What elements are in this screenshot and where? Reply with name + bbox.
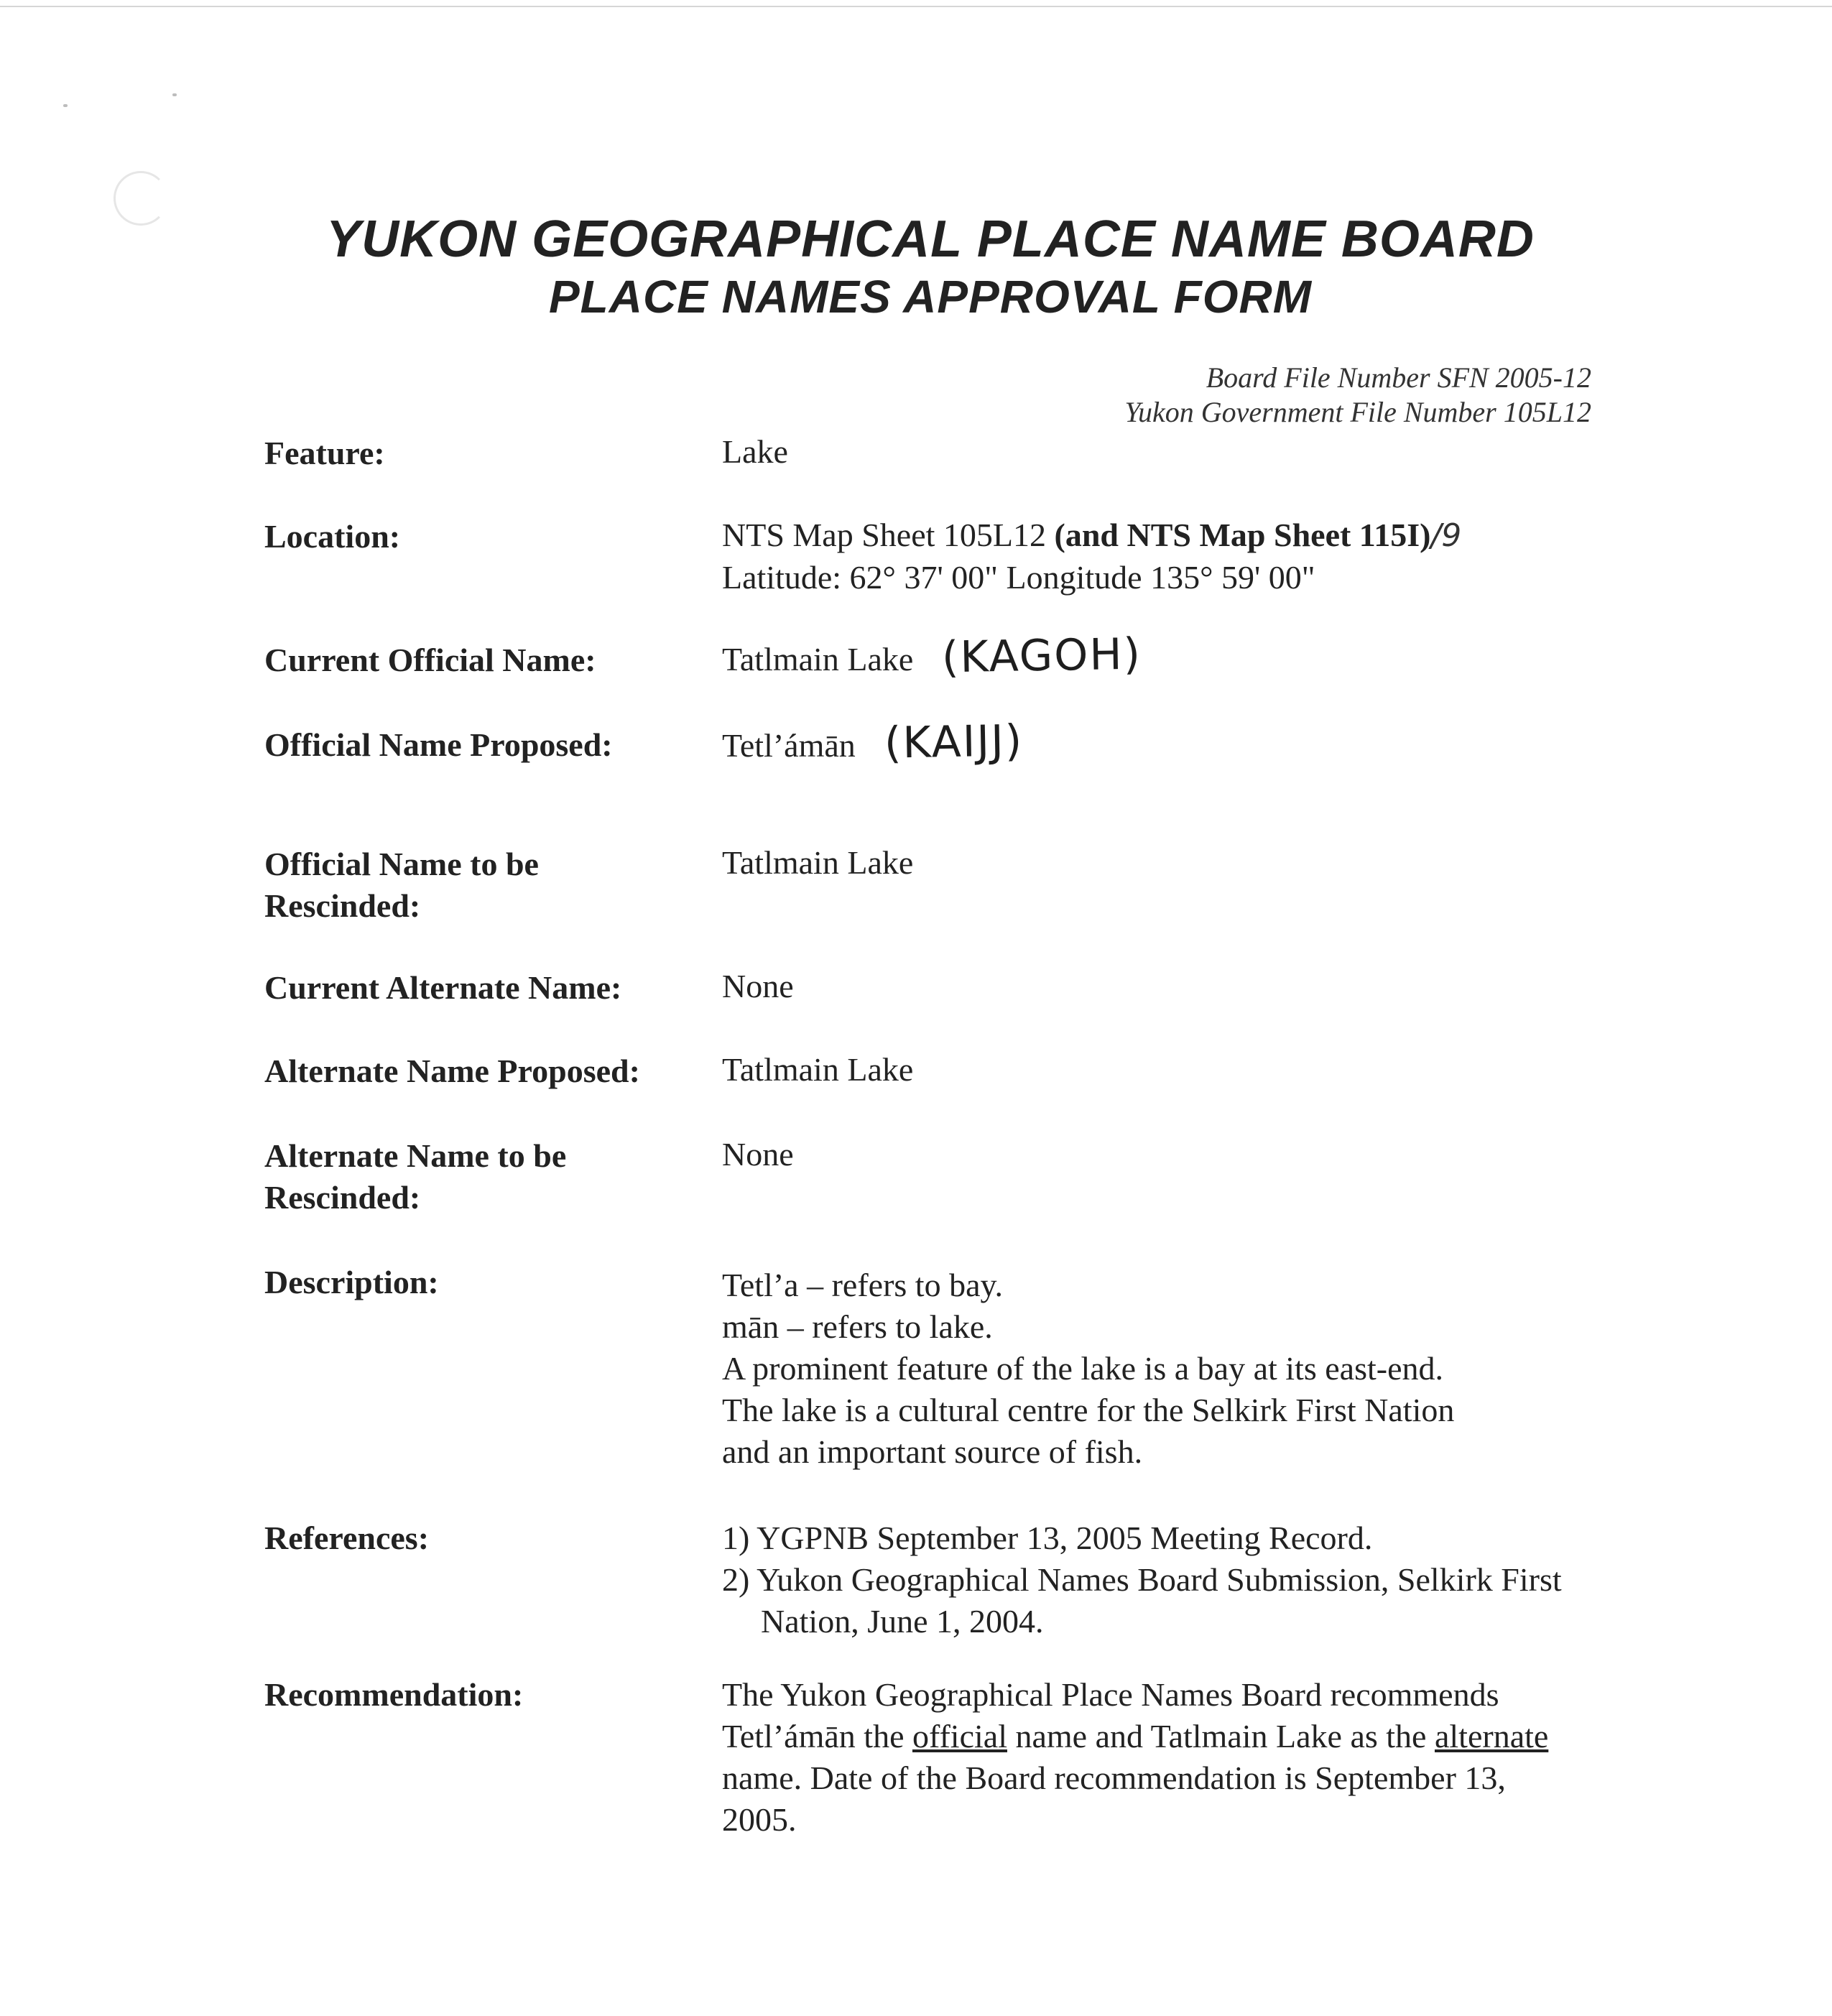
alternate-name-rescinded-label: Alternate Name to be Rescinded: <box>264 1137 567 1216</box>
location-map-sheet: NTS Map Sheet 105L12 <box>722 517 1055 553</box>
handwritten-correction: /9 <box>1430 517 1462 554</box>
current-alternate-name-value: None <box>722 968 794 1004</box>
description-line: mān – refers to lake. <box>722 1308 993 1345</box>
recommendation-text: name. Date of the Board recommendation is September 13, 2005. <box>722 1760 1506 1838</box>
file-numbers <box>1124 361 1591 430</box>
reference-item: 2) Yukon Geographical Names Board Submission, Selkirk First Nation, June 1, 2004. <box>722 1561 1562 1640</box>
location-value <box>722 514 1627 598</box>
recommendation-label: Recommendation: <box>264 1676 524 1713</box>
yg-file-number: Yukon Government File Number 105L12 <box>1124 396 1591 428</box>
description-value <box>722 1264 1627 1473</box>
current-official-name-label: Current Official Name: <box>264 642 596 678</box>
official-name-proposed-text: Tetl’ámān <box>722 727 856 764</box>
form-subtitle: PLACE NAMES APPROVAL FORM <box>548 271 1313 323</box>
form-title: YUKON GEOGRAPHICAL PLACE NAME BOARD <box>326 211 1535 268</box>
feature-value: Lake <box>722 433 788 470</box>
location-additional-sheet: (and NTS Map Sheet 115I) <box>1054 517 1431 553</box>
official-name-rescinded-label: Official Name to be Rescinded: <box>264 846 539 924</box>
official-name-proposed-value <box>722 716 1627 769</box>
alternate-name-rescinded-value: None <box>722 1136 794 1173</box>
scan-speck <box>172 93 177 96</box>
description-label: Description: <box>264 1264 439 1300</box>
description-line: Tetl’a – refers to bay. <box>722 1267 1003 1303</box>
recommendation-text: The Yukon Geographical Place Names Board recommends Tetl’ámān the <box>722 1676 1499 1754</box>
current-official-name-value <box>722 629 1627 683</box>
description-line: and an important source of fish. <box>722 1433 1143 1470</box>
handwritten-code: (KAGOH) <box>941 629 1142 683</box>
recommendation-value <box>722 1674 1570 1841</box>
board-file-number: Board File Number SFN 2005-12 <box>1206 361 1591 394</box>
description-line: The lake is a cultural centre for the Selkirk First Nation <box>722 1392 1455 1428</box>
location-coordinates: Latitude: 62° 37' 00" Longitude 135° 59' 00" <box>722 559 1315 596</box>
current-alternate-name-label: Current Alternate Name: <box>264 969 622 1006</box>
official-name-proposed-label: Official Name Proposed: <box>264 726 613 763</box>
handwritten-code: (KAIJJ) <box>884 716 1024 769</box>
location-line-1 <box>722 514 1627 557</box>
location-label: Location: <box>264 518 401 555</box>
recommendation-text: name and Tatlmain Lake as the <box>1007 1718 1435 1754</box>
description-line: A prominent feature of the lake is a bay at its east-end. <box>722 1350 1443 1387</box>
current-official-name-text: Tatlmain Lake <box>722 641 914 678</box>
alternate-underlined: alternate <box>1434 1718 1549 1754</box>
scan-edge-line <box>0 6 1832 7</box>
feature-label: Feature: <box>264 435 385 471</box>
official-name-rescinded-value: Tatlmain Lake <box>722 844 914 881</box>
official-underlined: official <box>912 1718 1007 1754</box>
alternate-name-proposed-value: Tatlmain Lake <box>722 1051 914 1088</box>
references-value <box>722 1517 1606 1642</box>
scan-hole-mark <box>114 171 168 226</box>
alternate-name-proposed-label: Alternate Name Proposed: <box>264 1053 640 1089</box>
reference-item: 1) YGPNB September 13, 2005 Meeting Record. <box>722 1520 1373 1556</box>
references-label: References: <box>264 1520 430 1556</box>
scan-speck <box>63 104 68 107</box>
